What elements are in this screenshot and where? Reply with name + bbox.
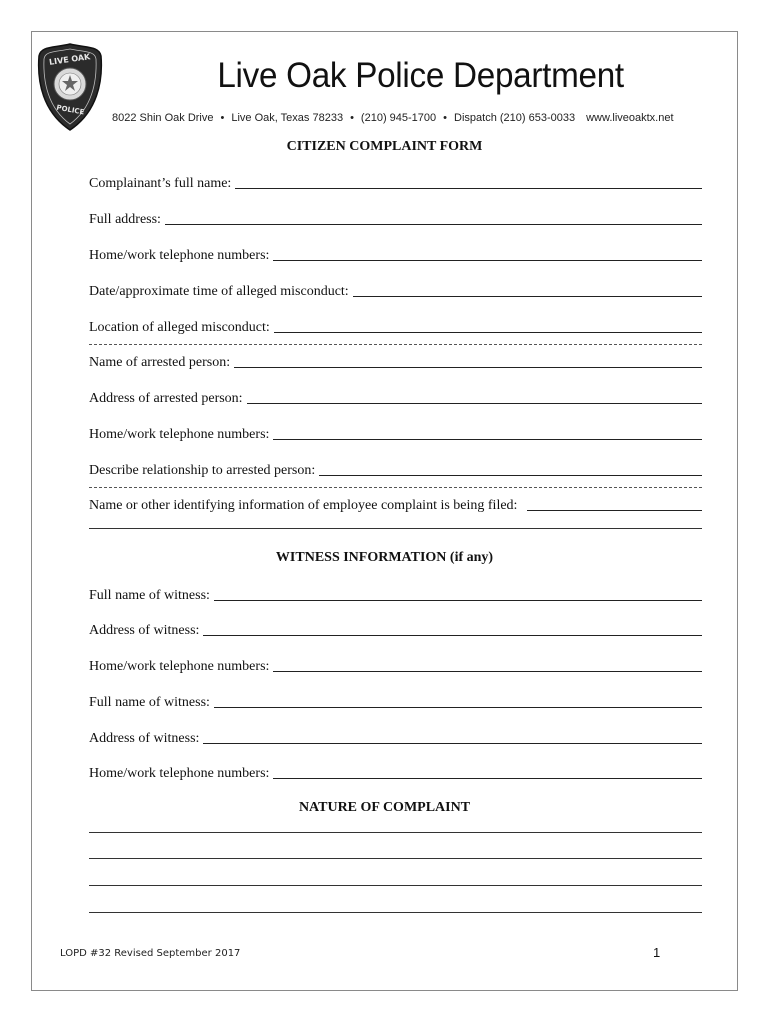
contact-line — [112, 112, 674, 124]
misconduct-location-field[interactable] — [89, 316, 702, 336]
complaint-line[interactable] — [89, 858, 702, 859]
fill-line[interactable] — [273, 655, 702, 672]
complaint-line[interactable] — [89, 885, 702, 886]
field-label: Date/approximate time of alleged misconduct: — [89, 284, 349, 299]
field-label: Address of arrested person: — [89, 391, 243, 406]
field-label: Describe relationship to arrested person: — [89, 463, 316, 478]
fill-line[interactable] — [89, 528, 702, 529]
page-number: 1 — [653, 945, 661, 960]
witness-2-phone-field[interactable] — [89, 762, 702, 782]
arrested-name-field[interactable] — [89, 351, 702, 371]
field-label: Home/work telephone numbers: — [89, 659, 270, 674]
field-label: Address of witness: — [89, 623, 200, 638]
fill-line[interactable] — [273, 244, 702, 261]
fill-line[interactable] — [203, 727, 702, 744]
page-title: Live Oak Police Department — [217, 56, 624, 95]
separator: • — [350, 112, 354, 124]
full-address-field[interactable] — [89, 208, 702, 228]
fill-line[interactable] — [165, 208, 702, 225]
misconduct-datetime-field[interactable] — [89, 280, 702, 300]
complainant-phone-field[interactable] — [89, 244, 702, 264]
relationship-field[interactable] — [89, 459, 702, 479]
fill-line[interactable] — [274, 316, 702, 333]
fill-line[interactable] — [319, 459, 702, 476]
dispatch-number: Dispatch (210) 653-0033 — [454, 112, 576, 124]
fill-line[interactable] — [214, 584, 702, 601]
form-page — [31, 31, 738, 991]
city-state-zip: Live Oak, Texas 78233 — [231, 112, 344, 124]
fill-line[interactable] — [234, 351, 702, 368]
fill-line[interactable] — [527, 494, 702, 511]
form-title: CITIZEN COMPLAINT FORM — [286, 139, 483, 154]
separator: • — [443, 112, 448, 124]
witness-heading: WITNESS INFORMATION (if any) — [275, 550, 494, 565]
fill-line[interactable] — [353, 280, 702, 297]
badge-text-top: LIVE OAK — [48, 52, 91, 67]
witness-2-name-field[interactable] — [89, 691, 702, 711]
section-divider — [89, 344, 702, 345]
field-label: Address of witness: — [89, 731, 200, 746]
separator: • — [220, 112, 225, 124]
field-label: Name or other identifying information of employee complaint is being filed: — [89, 498, 518, 513]
field-label: Name of arrested person: — [89, 355, 231, 370]
field-label: Home/work telephone numbers: — [89, 766, 270, 781]
fill-line[interactable] — [214, 691, 702, 708]
fill-line[interactable] — [235, 172, 702, 189]
witness-1-address-field[interactable] — [89, 619, 702, 639]
field-label: Location of alleged misconduct: — [89, 320, 270, 335]
fill-line[interactable] — [247, 387, 702, 404]
arrested-phone-field[interactable] — [89, 423, 702, 443]
field-label: Home/work telephone numbers: — [89, 248, 270, 263]
witness-1-phone-field[interactable] — [89, 655, 702, 675]
fill-line[interactable] — [273, 423, 702, 440]
fill-line[interactable] — [273, 762, 702, 779]
complaint-line[interactable] — [89, 912, 702, 913]
complainant-name-field[interactable] — [89, 172, 702, 192]
field-label: Full name of witness: — [89, 588, 210, 603]
witness-1-name-field[interactable] — [89, 584, 702, 604]
revision-note: LOPD #32 Revised September 2017 — [60, 948, 241, 959]
field-label: Home/work telephone numbers: — [89, 427, 270, 442]
witness-2-address-field[interactable] — [89, 727, 702, 747]
field-label: Full name of witness: — [89, 695, 210, 710]
website-link[interactable]: www.liveoaktx.net — [586, 112, 674, 124]
field-label: Full address: — [89, 212, 161, 227]
section-divider — [89, 487, 702, 488]
employee-info-field[interactable] — [89, 494, 702, 514]
arrested-address-field[interactable] — [89, 387, 702, 407]
field-label: Complainant’s full name: — [89, 176, 232, 191]
street-address: 8022 Shin Oak Drive — [112, 112, 214, 124]
nature-heading: NATURE OF COMPLAINT — [298, 800, 471, 815]
badge-text-bottom: POLICE — [55, 103, 85, 117]
phone-number: (210) 945-1700 — [360, 112, 437, 124]
fill-line[interactable] — [203, 619, 702, 636]
complaint-line[interactable] — [89, 832, 702, 833]
